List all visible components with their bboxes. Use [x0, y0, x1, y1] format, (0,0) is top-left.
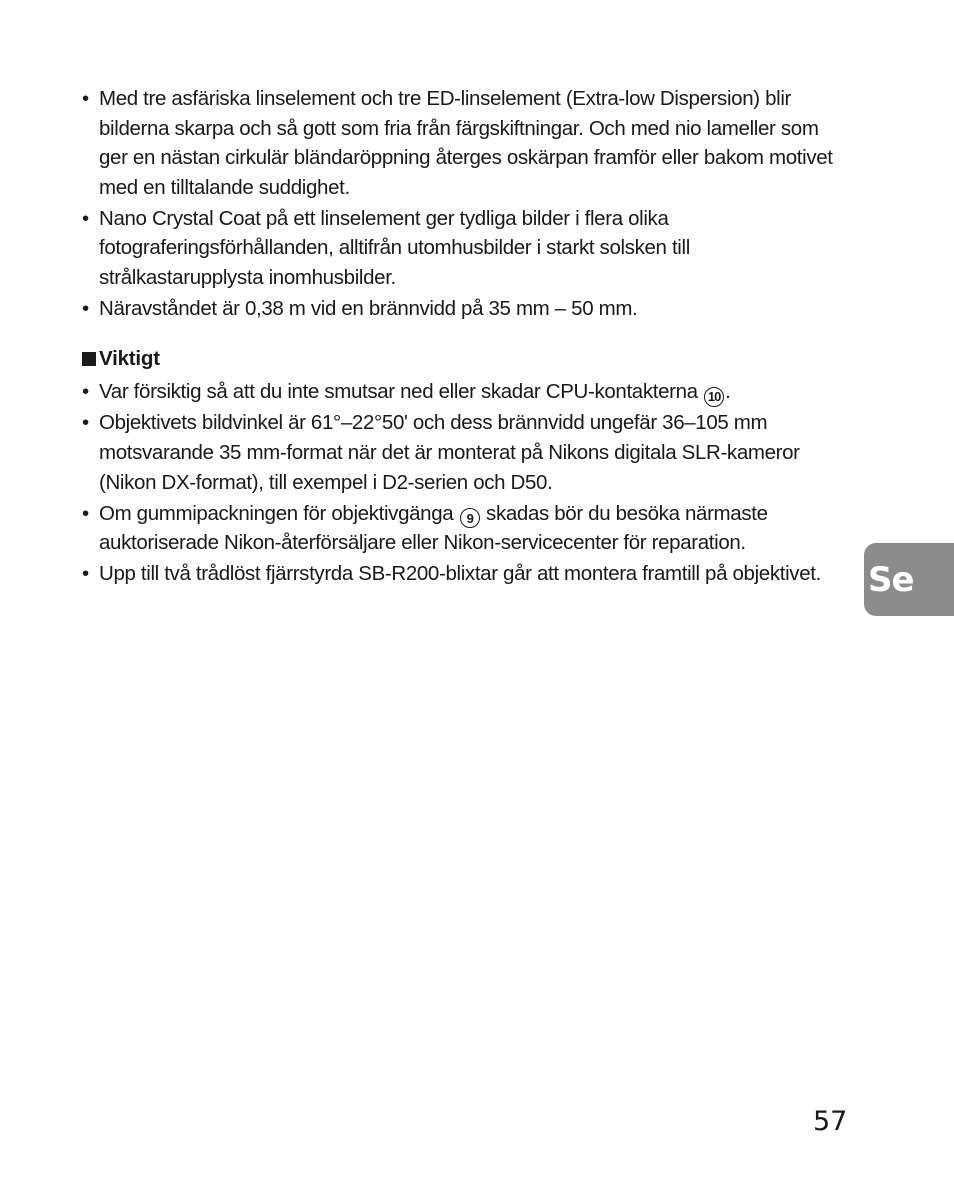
bullet-marker: • — [82, 562, 89, 586]
page-content — [82, 84, 842, 591]
bullet-marker: • — [82, 87, 89, 110]
bullet-marker: • — [82, 206, 89, 230]
bullet-marker: • — [82, 411, 89, 435]
important-list — [82, 377, 842, 589]
list-item-text: Upp till två trådlöst fjärrstyrda SB-R200-blixtar går att montera framtill på objektivet. — [99, 562, 821, 586]
bullet-marker: • — [82, 380, 89, 404]
list-item-text: Var försiktig så att du inte smutsar ned eller skadar CPU-kontakterna — [99, 380, 698, 404]
square-icon — [82, 352, 96, 366]
list-item — [82, 204, 842, 293]
bullet-marker: • — [82, 297, 89, 321]
callout-number-icon: 10 — [704, 387, 724, 407]
language-tab-label: Se — [868, 559, 914, 600]
feature-list — [82, 84, 842, 324]
bullet-marker: • — [82, 501, 89, 525]
language-tab — [864, 543, 954, 616]
list-item-text-continued: skadas bör du besöka närmaste auktoriserade Nikon-återförsäljare eller Nikon-servicecenter för reparation. — [99, 501, 768, 555]
list-item-text: Näravståndet är 0,38 m vid en brännvidd på 35 mm – 50 mm. — [99, 297, 638, 321]
list-item-text-end: . — [725, 380, 731, 404]
list-item-text: Om gummipackningen för objektivgänga — [99, 501, 454, 525]
page-number: 57 — [813, 1106, 848, 1137]
list-item — [82, 499, 842, 558]
list-item-text: Nano Crystal Coat på ett linselement ger tydliga bilder i flera olika fotograferingsförhållanden, alltifrån utomhusbilder i starkt solsken till strålkastarupplysta inomhusbilder. — [99, 206, 690, 290]
list-item-text: Objektivets bildvinkel är 61°–22°50' och dess brännvidd ungefär 36–105 mm motsvarande 35 mm-format när det är monterat på Nikons digitala SLR-kameror (Nikon DX-format), till exempel i D2-serien och D50. — [99, 411, 800, 494]
list-item — [82, 377, 842, 407]
list-item — [82, 408, 842, 497]
important-heading — [82, 344, 842, 374]
callout-number-icon: 9 — [460, 508, 480, 528]
list-item — [82, 559, 842, 589]
important-heading-text: Viktigt — [99, 346, 160, 370]
list-item-text: Med tre asfäriska linselement och tre ED-linselement (Extra-low Dispersion) blir bilderna skarpa och så gott som fria från färgskiftningar. Och med nio lameller som ger en nästan cirkulär bländaröppning återges oskärpan framför eller bakom motivet med en tilltalande suddighet. — [99, 87, 833, 199]
list-item — [82, 294, 842, 324]
list-item — [82, 84, 842, 202]
